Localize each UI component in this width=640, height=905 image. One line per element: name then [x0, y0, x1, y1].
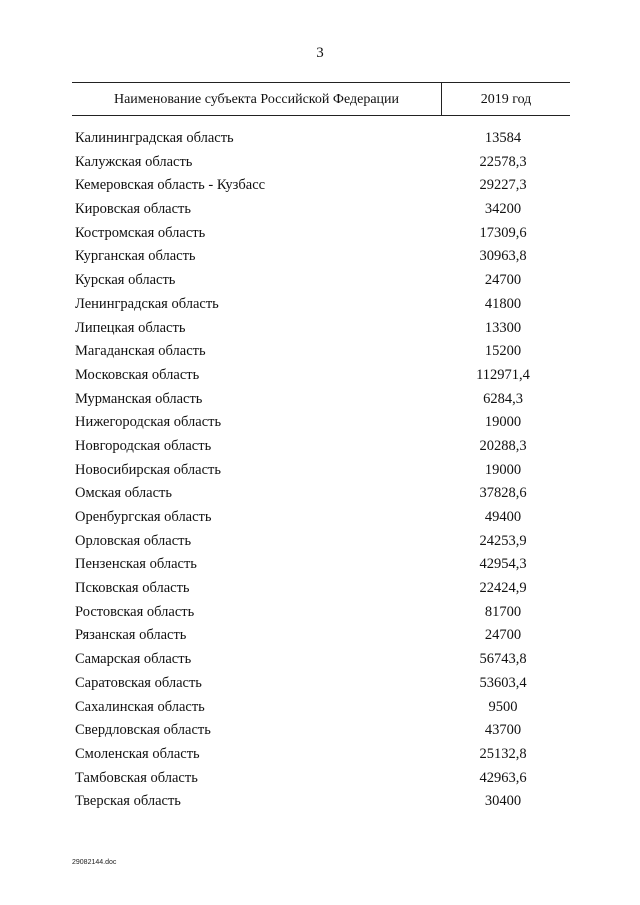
table-row [0, 318, 640, 342]
region-value-2019: 20288,3 [479, 437, 527, 454]
region-name: Мурманская область [75, 390, 203, 407]
region-value-2019: 13300 [484, 319, 522, 336]
table-row [0, 152, 640, 176]
table-row [0, 412, 640, 436]
table-row [0, 223, 640, 247]
region-name: Псковская область [75, 580, 190, 597]
table-row [0, 720, 640, 744]
region-value-2019: 42963,6 [479, 769, 527, 786]
region-name: Орловская область [75, 532, 192, 549]
region-value-2019: 42954,3 [479, 556, 527, 573]
region-value-2019: 24253,9 [479, 532, 527, 549]
table-row [0, 768, 640, 792]
region-name: Нижегородская область [75, 414, 222, 431]
region-name: Пензенская область [75, 556, 197, 573]
table-row [0, 246, 640, 270]
region-name: Саратовская область [75, 674, 202, 691]
page-number: 3 [316, 45, 324, 61]
region-name: Магаданская область [75, 343, 206, 360]
region-value-2019: 34200 [484, 201, 522, 218]
region-name: Кировская область [75, 201, 192, 218]
table-row [0, 673, 640, 697]
region-value-2019: 43700 [484, 722, 522, 739]
region-value-2019: 15200 [484, 343, 522, 360]
region-value-2019: 81700 [484, 603, 522, 620]
region-value-2019: 24700 [484, 627, 522, 644]
region-name: Свердловская область [75, 722, 211, 739]
table-row [0, 270, 640, 294]
region-name: Оренбургская область [75, 509, 212, 525]
header-region-name: Наименование субъекта Российской Федерации [72, 83, 442, 115]
header-year: 2019 год [480, 92, 532, 107]
region-name: Ленинградская область [75, 295, 219, 312]
region-value-2019: 22578,3 [479, 153, 527, 170]
table-row [0, 460, 640, 484]
region-value-2019: 9500 [488, 698, 518, 715]
table-header [72, 82, 570, 116]
region-value-2019: 25132,8 [479, 745, 527, 762]
region-value-2019: 37828,6 [479, 485, 527, 502]
table-row [0, 294, 640, 318]
table-row [0, 436, 640, 460]
region-value-2019: 6284,3 [483, 390, 523, 407]
region-value-2019: 30400 [484, 793, 522, 810]
region-name: Новосибирская область [75, 461, 221, 478]
table-row [0, 744, 640, 768]
region-value-2019: 30963,8 [479, 248, 527, 265]
table-row [0, 175, 640, 199]
region-name: Новгородская область [75, 437, 212, 454]
region-value-2019: 53603,4 [479, 674, 527, 691]
table-row [0, 128, 640, 152]
region-name: Рязанская область [75, 627, 187, 644]
region-name: Липецкая область [75, 319, 186, 336]
region-value-2019: 19000 [484, 414, 522, 431]
table-row [0, 791, 640, 815]
region-name: Сахалинская область [75, 698, 205, 715]
table-body [0, 128, 640, 815]
table-row [0, 649, 640, 673]
region-name: Тверская область [75, 793, 181, 810]
region-value-2019: 13584 [484, 130, 522, 146]
table-row [0, 578, 640, 602]
region-value-2019: 22424,9 [479, 580, 527, 597]
region-value-2019: 29227,3 [479, 177, 527, 194]
table-row [0, 625, 640, 649]
region-name: Ростовская область [75, 603, 195, 620]
region-value-2019: 41800 [484, 295, 522, 312]
region-value-2019: 112971,4 [476, 366, 530, 383]
region-value-2019: 17309,6 [479, 224, 527, 241]
region-name: Костромская область [75, 224, 206, 241]
region-value-2019: 49400 [484, 509, 522, 525]
region-name: Калининградская область [75, 130, 234, 146]
table-row [0, 199, 640, 223]
region-value-2019: 24700 [484, 272, 522, 289]
table-row [0, 365, 640, 389]
table-row [0, 531, 640, 555]
region-name: Кемеровская область - Кузбасс [75, 177, 266, 194]
table-row [0, 389, 640, 413]
table-row [0, 507, 640, 531]
table-row [0, 602, 640, 626]
region-name: Курская область [75, 272, 176, 289]
table-row [0, 697, 640, 721]
region-name: Калужская область [75, 153, 193, 170]
region-value-2019: 56743,8 [479, 651, 527, 668]
region-name: Омская область [75, 485, 172, 502]
region-name: Московская область [75, 366, 200, 383]
region-name: Самарская область [75, 651, 192, 668]
document-code: 29082144.doc [72, 859, 117, 866]
region-name: Тамбовская область [75, 769, 198, 786]
table-row [0, 554, 640, 578]
table-row [0, 341, 640, 365]
region-value-2019: 19000 [484, 461, 522, 478]
table-row [0, 483, 640, 507]
region-name: Смоленская область [75, 745, 200, 762]
region-name: Курганская область [75, 248, 196, 265]
